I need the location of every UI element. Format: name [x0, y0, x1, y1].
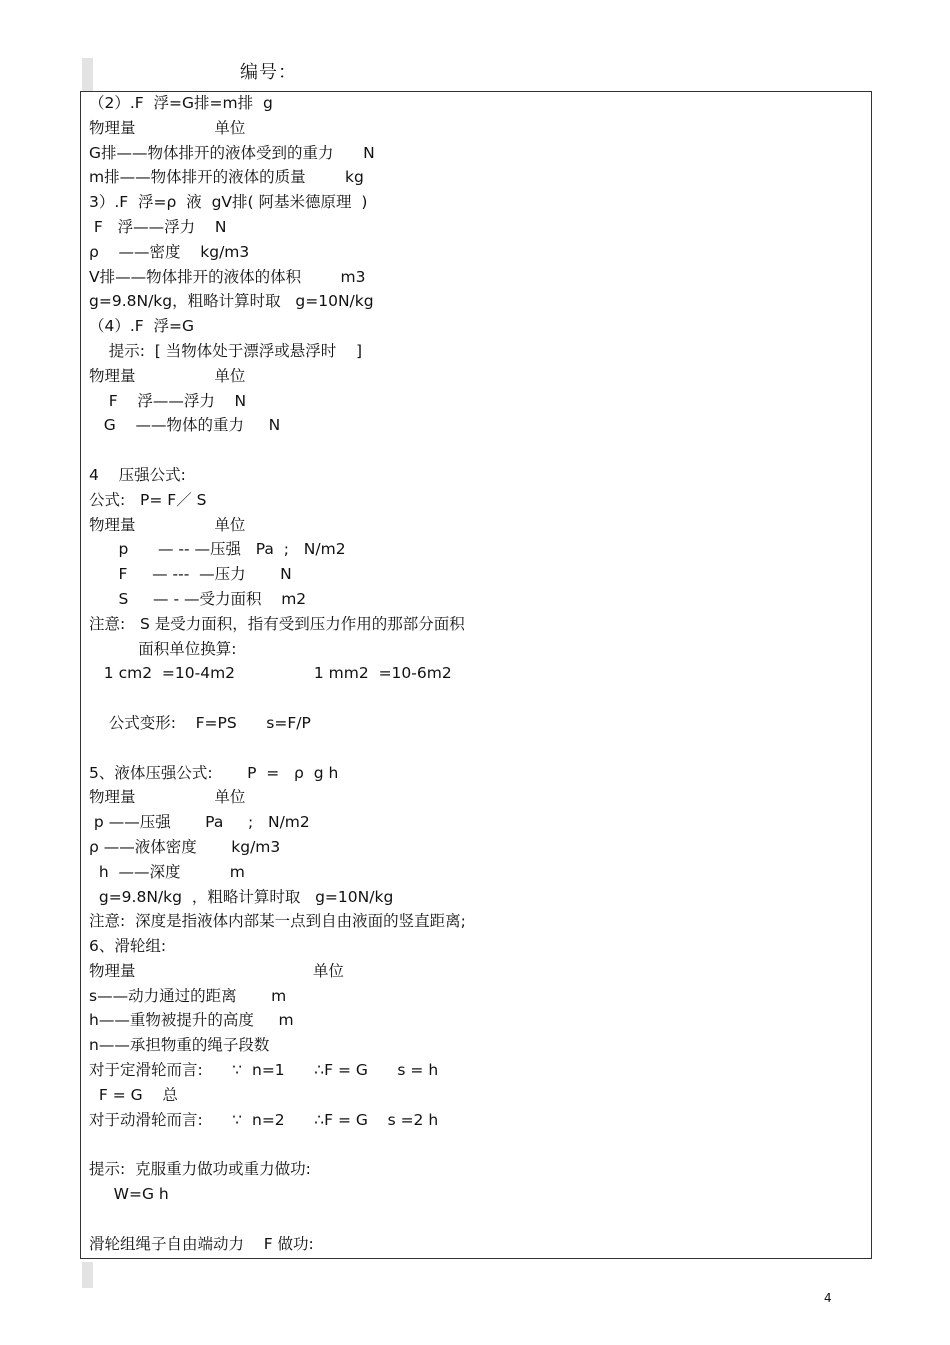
text-line — [89, 438, 849, 463]
text-line: F = G 总 — [89, 1085, 178, 1104]
text-line: s——动力通过的距离 m — [89, 986, 287, 1005]
text-line: ρ ——密度 kg/m3 — [89, 242, 250, 261]
text-line — [89, 1132, 849, 1157]
text-line: g=9.8N/kg，粗略计算时取 g=10N/kg — [89, 292, 374, 311]
text-line: 物理量 单位 — [89, 366, 246, 385]
text-line: 物理量 单位 — [89, 961, 344, 980]
text-line: m排——物体排开的液体的质量 kg — [89, 168, 364, 187]
margin-strip-bottom — [82, 1262, 93, 1288]
text-line: p ——压强 Pa ; N/m2 — [89, 813, 310, 832]
text-line: 面积单位换算: — [89, 639, 237, 658]
text-line: h ——深度 m — [89, 862, 245, 881]
text-line: 提示: 克服重力做功或重力做功: — [89, 1160, 311, 1179]
text-line: G ——物体的重力 N — [89, 416, 281, 435]
text-line: 物理量 单位 — [89, 515, 246, 534]
text-line: 3）.F 浮=ρ 液 gV排( 阿基米德原理 ) — [89, 193, 368, 212]
text-line: ρ ——液体密度 kg/m3 — [89, 837, 281, 856]
text-line: G排——物体排开的液体受到的重力 N — [89, 143, 375, 162]
text-line: 公式: P= F／ S — [89, 490, 207, 509]
text-line: 滑轮组绳子自由端动力 F 做功: — [89, 1234, 314, 1253]
text-line — [89, 686, 849, 711]
text-line: g=9.8N/kg ，粗略计算时取 g=10N/kg — [89, 887, 394, 906]
text-line: 物理量 单位 — [89, 788, 246, 807]
document-body — [89, 91, 849, 1256]
text-line — [89, 736, 849, 761]
text-line: h——重物被提升的高度 m — [89, 1011, 294, 1030]
text-line: 注意: S 是受力面积，指有受到压力作用的那部分面积 — [89, 614, 465, 633]
text-line: （4）.F 浮=G — [89, 317, 195, 336]
text-line: 对于定滑轮而言: ∵ n=1 ∴F = G s = h — [89, 1061, 439, 1080]
text-line: n——承担物重的绳子段数 — [89, 1036, 270, 1055]
text-line — [89, 1207, 849, 1232]
text-line: 6、滑轮组: — [89, 937, 167, 956]
text-line: 1 cm2 =10-4m2 1 mm2 =10-6m2 — [89, 664, 452, 683]
text-line: S — - —受力面积 m2 — [89, 589, 307, 608]
text-line: p — -- —压强 Pa ; N/m2 — [89, 540, 346, 559]
text-line: F — --- —压力 N — [89, 565, 292, 584]
text-line: 注意: 深度是指液体内部某一点到自由液面的竖直距离; — [89, 912, 466, 931]
text-line: 对于动滑轮而言: ∵ n=2 ∴F = G s =2 h — [89, 1110, 439, 1129]
page-number: 4 — [824, 1291, 832, 1305]
text-line: 5、液体压强公式: P = ρ g h — [89, 763, 339, 782]
text-line: 物理量 单位 — [89, 118, 246, 137]
text-line: F 浮——浮力 N — [89, 391, 247, 410]
text-line: V排——物体排开的液体的体积 m3 — [89, 267, 366, 286]
serial-number-label: 编号： — [240, 62, 297, 83]
text-line: W=G h — [89, 1185, 169, 1204]
text-line: 公式变形: F=PS s=F/P — [89, 713, 311, 732]
margin-strip-top — [82, 58, 93, 92]
text-line: 提示: [ 当物体处于漂浮或悬浮时 ] — [89, 341, 363, 360]
text-line: F 浮——浮力 N — [89, 217, 227, 236]
text-line: 4 压强公式: — [89, 465, 186, 484]
text-line: （2）.F 浮=G排=m排 g — [89, 94, 273, 112]
